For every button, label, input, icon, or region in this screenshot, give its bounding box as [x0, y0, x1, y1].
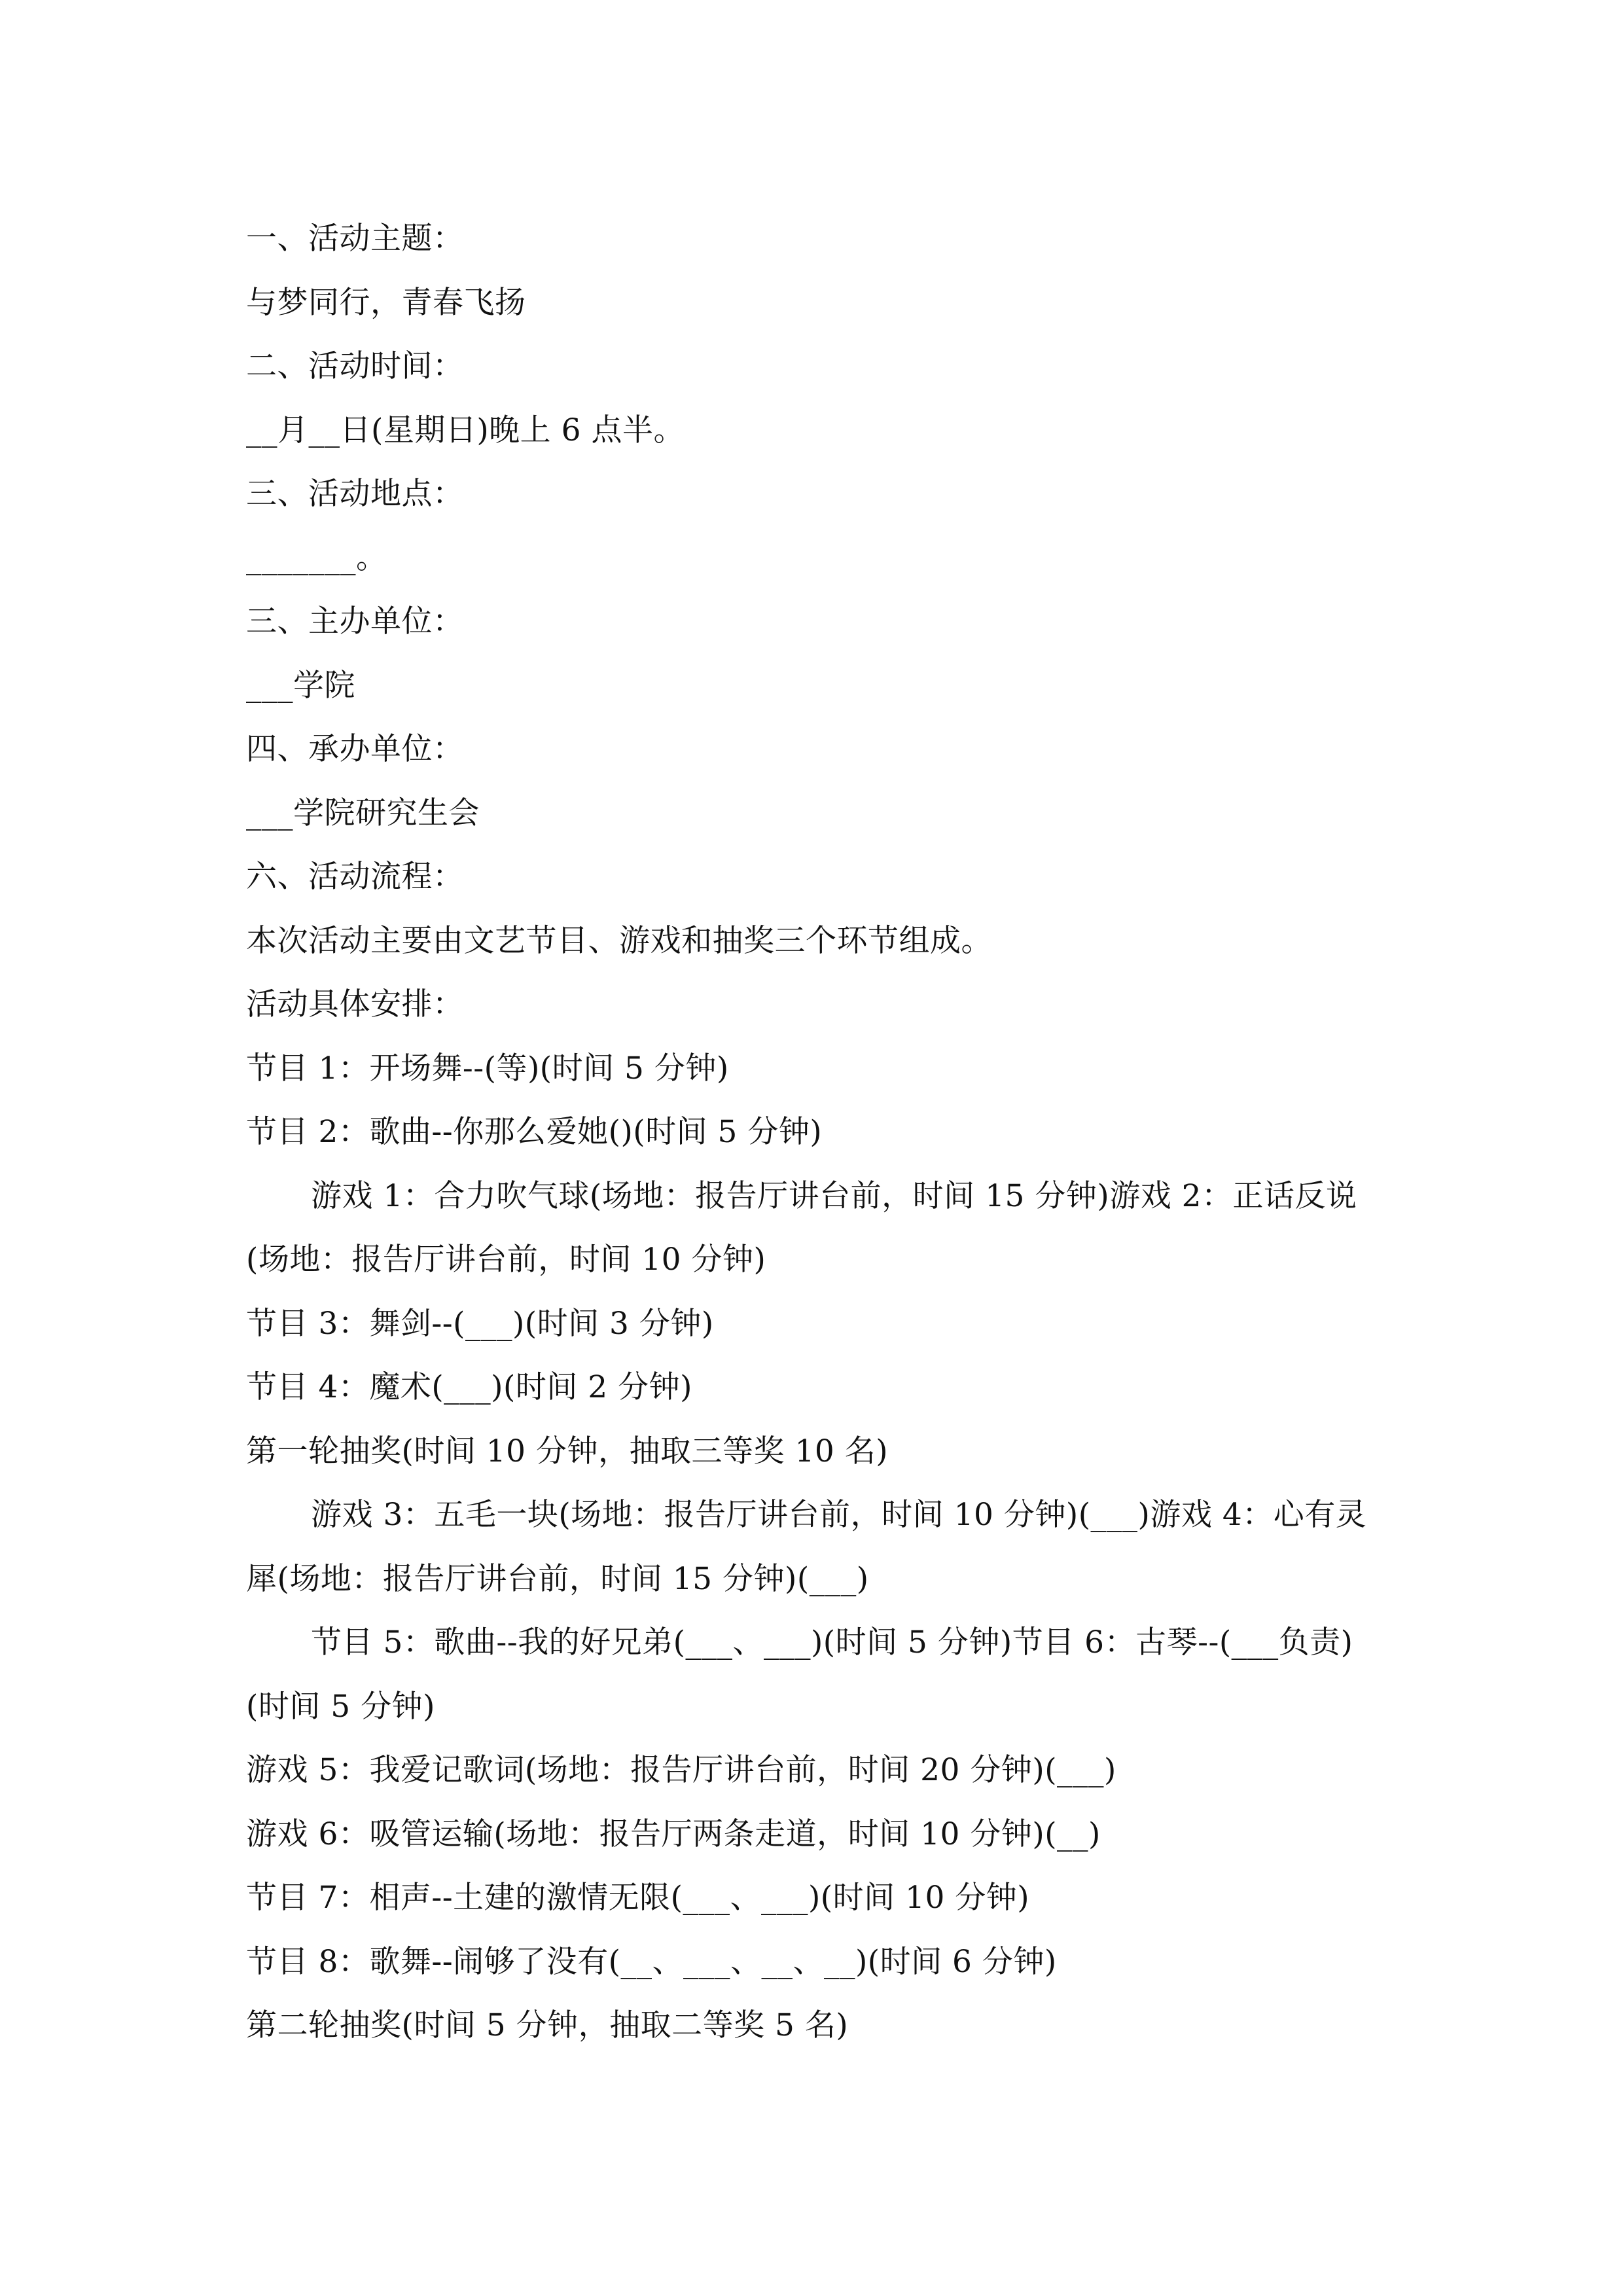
organizer-text: ___学院: [246, 667, 355, 704]
document-body: [246, 207, 1378, 2058]
game-item-5: 游戏 5：我爱记歌词(场地：报告厅讲台前，时间 20 分钟)(___): [246, 1752, 1116, 1788]
heading-process: 六、活动流程：: [246, 859, 464, 895]
heading-theme: 一、活动主题：: [246, 221, 464, 257]
time-text: __月__日(星期日)晚上 6 点半。: [246, 412, 685, 448]
game-item-6: 游戏 6：吸管运输(场地：报告厅两条走道，时间 10 分钟)(__): [246, 1816, 1101, 1852]
process-summary: 本次活动主要由文艺节目、游戏和抽奖三个环节组成。: [246, 922, 992, 959]
lottery-round-1: 第一轮抽奖(时间 10 分钟，抽取三等奖 10 名): [246, 1433, 889, 1469]
game-items-1-2: 游戏 1：合力吹气球(场地：报告厅讲台前，时间 15 分钟)游戏 2：正话反说(场地：报告厅讲台前，时间 10 分钟): [246, 1177, 1357, 1278]
lottery-round-2: 第二轮抽奖(时间 5 分钟，抽取二等奖 5 名): [246, 2007, 849, 2043]
program-item-3: 节目 3：舞剑--(___)(时间 3 分钟): [246, 1305, 714, 1342]
theme-text: 与梦同行，青春飞扬: [246, 284, 526, 321]
program-item-7: 节目 7：相声--土建的激情无限(___、___)(时间 10 分钟): [246, 1880, 1030, 1916]
heading-location: 三、活动地点：: [246, 476, 464, 512]
heading-organizer: 三、主办单位：: [246, 603, 464, 639]
program-item-1: 节目 1：开场舞--(等)(时间 5 分钟): [246, 1050, 729, 1086]
game-items-3-4: 游戏 3：五毛一块(场地：报告厅讲台前，时间 10 分钟)(___)游戏 4：心有灵犀(场地：报告厅讲台前，时间 15 分钟)(___): [246, 1497, 1367, 1597]
program-item-8: 节目 8：歌舞--闹够了没有(__、___、__、__)(时间 6 分钟): [246, 1943, 1057, 1980]
program-item-4: 节目 4：魔术(___)(时间 2 分钟): [246, 1369, 692, 1405]
heading-time: 二、活动时间：: [246, 348, 464, 384]
program-item-2: 节目 2：歌曲--你那么爱她()(时间 5 分钟): [246, 1114, 823, 1150]
arrangement-heading: 活动具体安排：: [246, 986, 464, 1022]
location-text: _______。: [246, 539, 387, 576]
program-items-5-6: 节目 5：歌曲--我的好兄弟(___、___)(时间 5 分钟)节目 6：古琴--(___负责)(时间 5 分钟): [246, 1624, 1353, 1725]
heading-undertaker: 四、承办单位：: [246, 731, 464, 767]
undertaker-text: ___学院研究生会: [246, 795, 480, 831]
